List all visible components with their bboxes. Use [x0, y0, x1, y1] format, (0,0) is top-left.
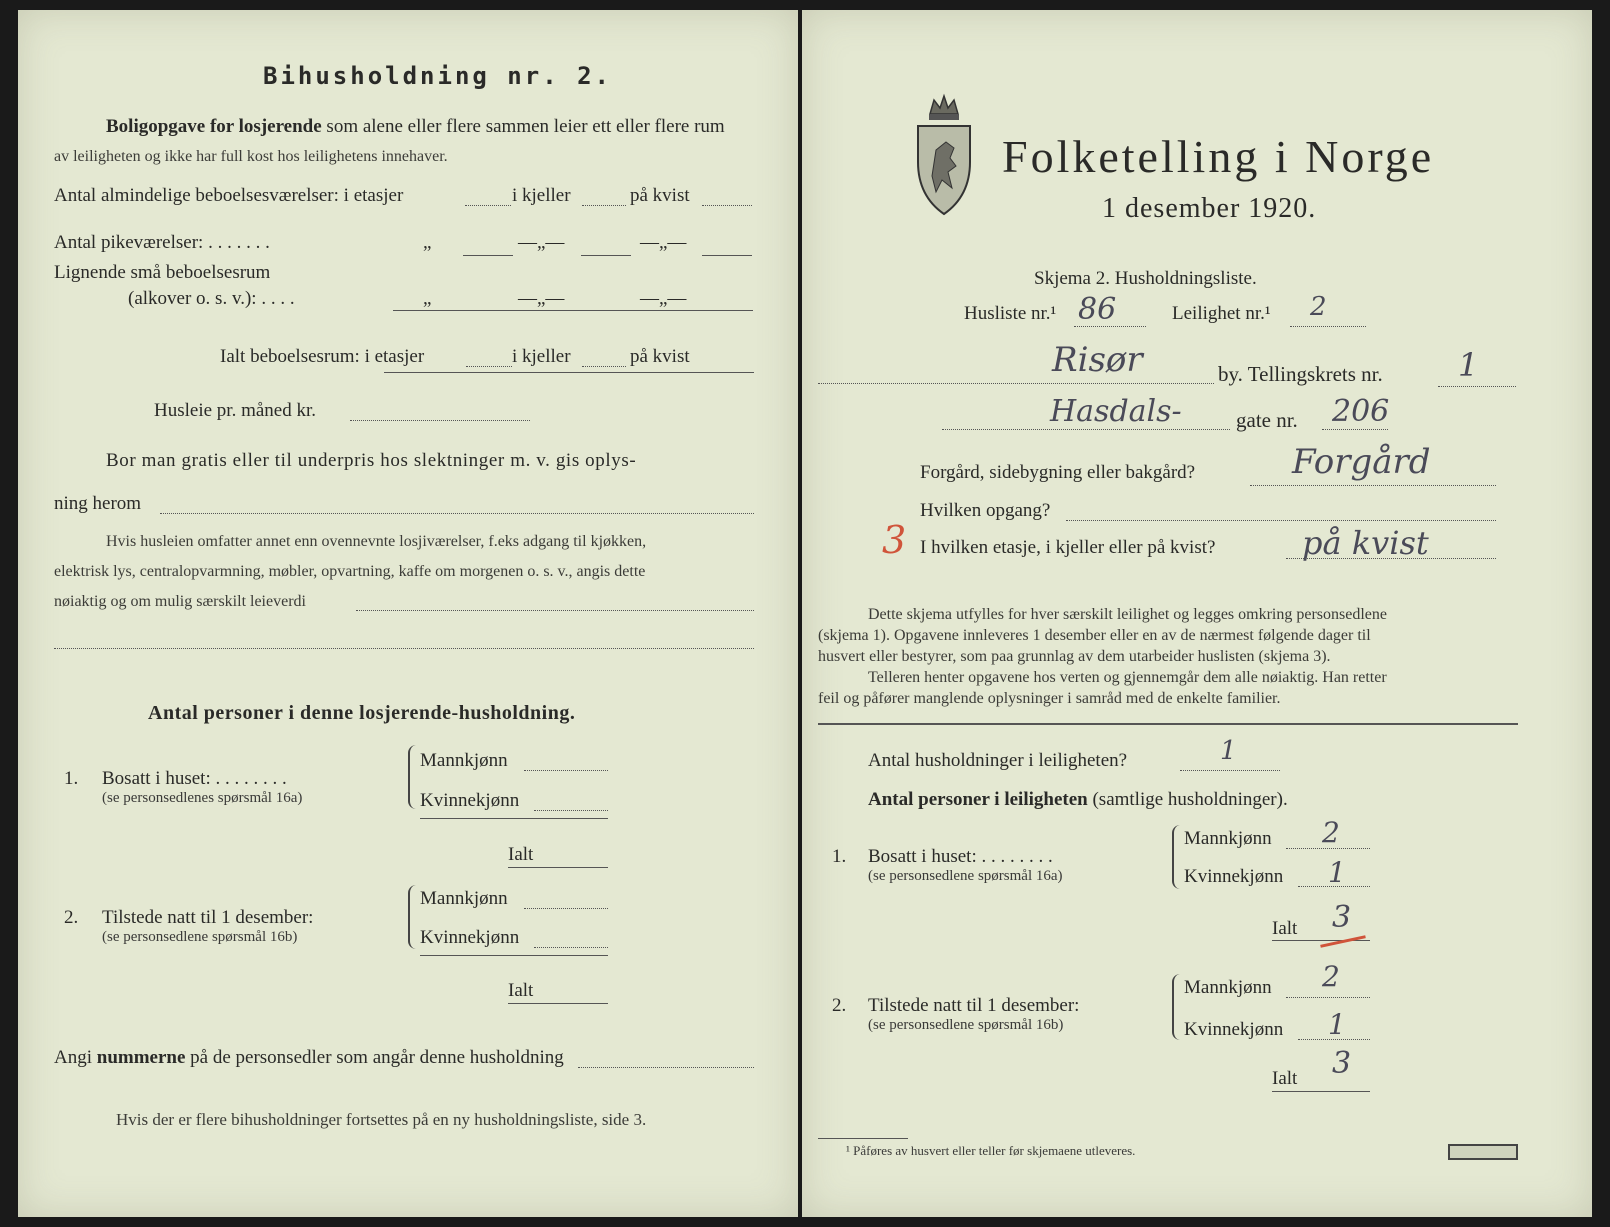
numbers-post: på de personsedler som angår denne husholdning: [190, 1047, 564, 1068]
district-value: 1: [1458, 346, 1479, 384]
resident-brace: [1172, 825, 1182, 889]
alcove-ditto-1: „: [423, 288, 432, 309]
printer-stamp: [1448, 1144, 1518, 1160]
intro-line-2: av leiligheten og ikke har full kost hos leilighetens innehaver.: [54, 148, 448, 165]
schema-label: Skjema 2. Husholdningsliste.: [1034, 268, 1257, 289]
numbers-field[interactable]: [578, 1067, 754, 1068]
resident-female-field[interactable]: [534, 810, 608, 811]
resident-sub: (se personsedlenes spørsmål 16a): [102, 790, 303, 806]
present-female-label: Kvinnekjønn: [1184, 1019, 1284, 1040]
house-list-label: Husliste nr.¹: [964, 303, 1057, 324]
includes-note-1: Hvis husleien omfatter annet enn ovennevnte losjiværelser, f.eks adgang til kjøkken,: [106, 533, 647, 550]
includes-field-2[interactable]: [54, 648, 754, 649]
floor-label: I hvilken etasje, i kjeller eller på kvist?: [920, 537, 1216, 558]
present-number: 2.: [832, 995, 847, 1016]
left-page: [18, 10, 798, 1217]
resident-male-field[interactable]: [1286, 848, 1370, 849]
rooms-cellar-label: i kjeller: [512, 185, 571, 206]
present-female-field[interactable]: [1298, 1039, 1370, 1040]
resident-total-field[interactable]: [508, 867, 608, 868]
intro-rest: som alene eller flere sammen leier ett eller flere rum: [326, 116, 725, 137]
resident-total-label: Ialt: [1272, 918, 1298, 939]
street-value: Hasdals-: [1050, 394, 1182, 429]
resident-female-label: Kvinnekjønn: [1184, 866, 1284, 887]
instructions-4: Telleren henter opgavene hos verten og gjennemgår dem alle nøiaktig. Han retter: [868, 669, 1387, 686]
yard-field[interactable]: [1250, 485, 1496, 486]
resident-female-field[interactable]: [1298, 886, 1370, 887]
floor-field[interactable]: [1286, 558, 1496, 559]
rooms-cellar-field[interactable]: [582, 205, 626, 206]
total-cellar-label: i kjeller: [512, 346, 571, 367]
present-label: Tilstede natt til 1 desember:: [868, 995, 1080, 1016]
persons-line: [868, 789, 1288, 811]
apartment-field[interactable]: [1290, 326, 1366, 327]
persons-rest: (samtlige husholdninger).: [1092, 789, 1288, 810]
intro-line-1: [106, 116, 725, 138]
total-attic-label: på kvist: [630, 346, 690, 367]
bihusholdning-title: Bihusholdning nr. 2.: [263, 62, 612, 90]
resident-red-check: [1320, 935, 1366, 947]
resident-male-label: Mannkjønn: [1184, 828, 1272, 849]
floor-marker: 3: [882, 518, 907, 562]
free-rent-question-2: ning herom: [54, 493, 142, 514]
numbers-line: [54, 1047, 564, 1069]
present-male-value: 2: [1322, 960, 1340, 993]
continued-note: Hvis der er flere bihusholdninger fortsettes på en ny husholdningsliste, side 3.: [116, 1110, 647, 1129]
resident-number: 1.: [832, 846, 847, 867]
maid-etasjer-field[interactable]: [463, 255, 513, 256]
present-label: Tilstede natt til 1 desember:: [102, 907, 314, 928]
present-male-field[interactable]: [1286, 997, 1370, 998]
alcove-field[interactable]: [393, 310, 753, 311]
coat-of-arms-icon: [912, 92, 976, 220]
apartment-label: Leilighet nr.¹: [1172, 303, 1271, 324]
present-female-field[interactable]: [534, 947, 608, 948]
present-total-label: Ialt: [508, 980, 534, 1001]
footnote: ¹ Påføres av husvert eller teller før skjemaene utleveres.: [846, 1143, 1136, 1158]
rent-field[interactable]: [350, 420, 530, 421]
alcove-ditto-2: —„—: [518, 288, 565, 309]
includes-field[interactable]: [356, 610, 754, 611]
resident-sum-rule: [420, 818, 608, 819]
town-label: by. Tellingskrets nr.: [1218, 362, 1383, 386]
town-field[interactable]: [818, 383, 1214, 384]
floor-value: på kvist: [1302, 524, 1429, 562]
right-page: [802, 10, 1592, 1217]
rent-label: Husleie pr. måned kr.: [154, 400, 316, 421]
persons-heading: Antal personer i denne losjerende-husholdning.: [148, 702, 576, 724]
maid-ditto-1: „: [423, 232, 432, 253]
resident-male-field[interactable]: [524, 770, 608, 771]
instructions-divider: [818, 723, 1518, 725]
households-value: 1: [1220, 736, 1237, 766]
free-rent-field[interactable]: [160, 513, 754, 514]
maid-ditto-3: —„—: [640, 232, 687, 253]
entrance-label: Hvilken opgang?: [920, 500, 1051, 521]
resident-female-label: Kvinnekjønn: [420, 790, 520, 811]
rooms-label: Antal almindelige beboelsesværelser: i etasjer: [54, 185, 404, 206]
maid-cellar-field[interactable]: [581, 255, 631, 256]
resident-male-label: Mannkjønn: [420, 750, 508, 771]
present-sub: (se personsedlene spørsmål 16b): [868, 1017, 1064, 1033]
maid-rooms-label: Antal pikeværelser: . . . . . . .: [54, 232, 270, 253]
present-female-value: 1: [1328, 1008, 1346, 1041]
present-total-field[interactable]: [1272, 1091, 1370, 1092]
alcove-label: (alkover o. s. v.): . . . .: [128, 288, 295, 309]
instructions-5: feil og påfører manglende oplysninger i samråd med de enkelte familier.: [818, 690, 1281, 707]
instructions-1: Dette skjema utfylles for hver særskilt leilighet og legges omkring personsedlene: [868, 606, 1387, 623]
includes-note-2: elektrisk lys, centralopvarmning, møbler, opvartning, kaffe om morgenen o. s. v., angis dette: [54, 563, 646, 580]
street-number: 206: [1332, 394, 1390, 429]
intro-bold: Boligopgave for losjerende: [106, 116, 322, 137]
numbers-bold: nummerne: [96, 1047, 186, 1068]
rooms-attic-field[interactable]: [702, 205, 752, 206]
maid-ditto-2: —„—: [518, 232, 565, 253]
street-field[interactable]: [942, 429, 1230, 430]
present-brace: [1172, 974, 1182, 1040]
total-rooms-underline: [384, 372, 754, 373]
present-number: 2.: [64, 907, 79, 928]
alcove-ditto-3: —„—: [640, 288, 687, 309]
apartment-value: 2: [1310, 292, 1327, 322]
resident-total-value: 3: [1332, 900, 1352, 935]
present-total-label: Ialt: [1272, 1068, 1298, 1089]
census-date: 1 desember 1920.: [1102, 193, 1317, 224]
footnote-rule: [818, 1138, 908, 1139]
resident-brace: [408, 745, 418, 809]
numbers-pre: Angi: [54, 1047, 92, 1068]
maid-attic-field[interactable]: [702, 255, 752, 256]
present-female-label: Kvinnekjønn: [420, 927, 520, 948]
yard-value: Forgård: [1292, 442, 1431, 482]
house-list-field[interactable]: [1074, 326, 1146, 327]
rooms-etasjer-field[interactable]: [465, 205, 511, 206]
present-brace: [408, 885, 418, 949]
rooms-attic-label: på kvist: [630, 185, 690, 206]
total-rooms-label: Ialt beboelsesrum: i etasjer: [220, 346, 425, 367]
present-male-label: Mannkjønn: [1184, 977, 1272, 998]
present-male-field[interactable]: [524, 908, 608, 909]
resident-male-value: 2: [1322, 816, 1340, 849]
instructions-2: (skjema 1). Opgavene innleveres 1 desember eller en av de nærmest følgende dager til: [818, 627, 1371, 644]
resident-label: Bosatt i huset: . . . . . . . .: [868, 846, 1053, 867]
present-sub: (se personsedlene spørsmål 16b): [102, 929, 298, 945]
street-label: gate nr.: [1236, 408, 1298, 432]
persons-bold: Antal personer i leiligheten: [868, 789, 1088, 810]
households-label: Antal husholdninger i leiligheten?: [868, 750, 1128, 771]
district-field[interactable]: [1438, 386, 1516, 387]
resident-sub: (se personsedlene spørsmål 16a): [868, 868, 1063, 884]
resident-total-label: Ialt: [508, 844, 534, 865]
entrance-field[interactable]: [1066, 520, 1496, 521]
instructions-3: husvert eller bestyrer, som paa grunnlag av dem utarbeider huslisten (skjema 3).: [818, 648, 1331, 665]
total-etasjer-field[interactable]: [466, 366, 512, 367]
free-rent-question-1: Bor man gratis eller til underpris hos slektninger m. v. gis oplys-: [106, 450, 637, 471]
households-field[interactable]: [1180, 770, 1280, 771]
total-cellar-field[interactable]: [582, 366, 626, 367]
street-number-field[interactable]: [1322, 429, 1388, 430]
yard-label: Forgård, sidebygning eller bakgård?: [920, 462, 1196, 483]
house-list-value: 86: [1078, 292, 1117, 327]
includes-note-3: nøiaktig og om mulig særskilt leieverdi: [54, 593, 306, 610]
present-total-field[interactable]: [508, 1003, 608, 1004]
present-total-value: 3: [1332, 1046, 1352, 1081]
resident-female-value: 1: [1328, 856, 1346, 889]
resident-number: 1.: [64, 768, 79, 789]
present-male-label: Mannkjønn: [420, 888, 508, 909]
resident-label: Bosatt i huset: . . . . . . . .: [102, 768, 287, 789]
present-sum-rule: [420, 955, 608, 956]
town-value: Risør: [1052, 340, 1143, 380]
census-title: Folketelling i Norge: [1002, 131, 1435, 182]
small-rooms-label: Lignende små beboelsesrum: [54, 262, 271, 283]
